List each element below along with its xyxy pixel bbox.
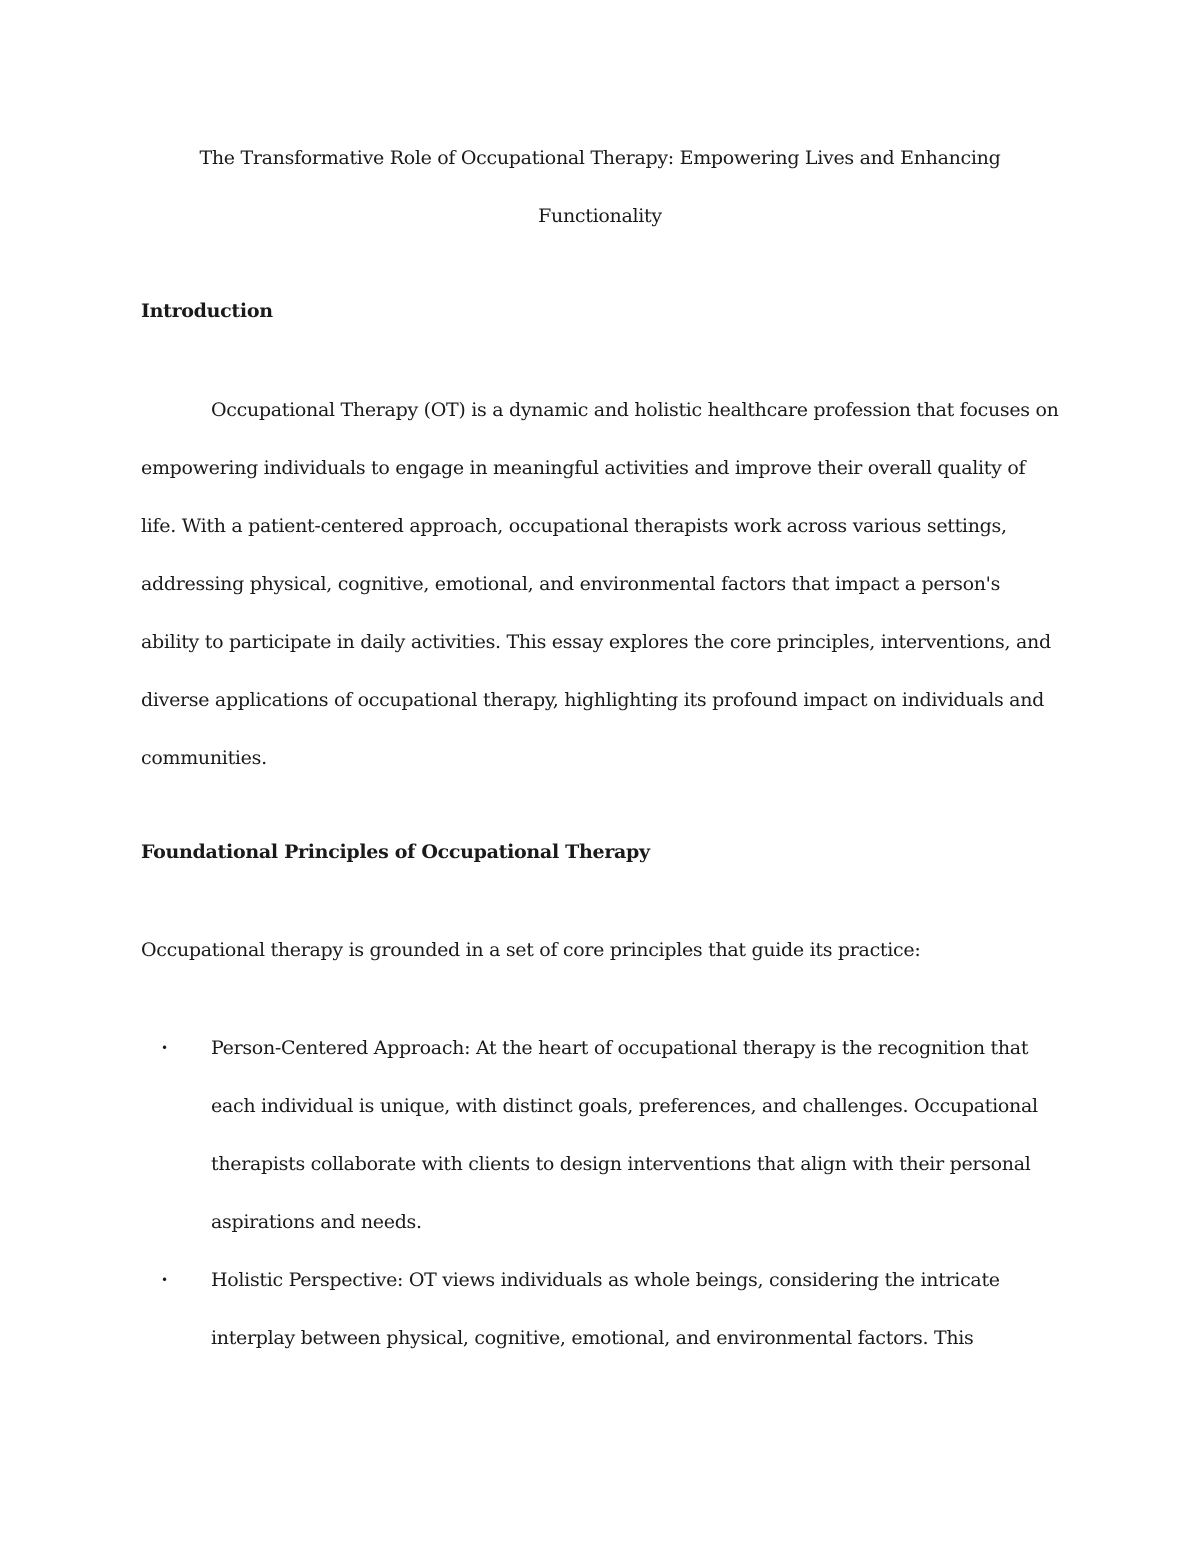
principles-intro-paragraph: Occupational therapy is grounded in a set of core principles that guide its practice: (141, 939, 921, 961)
document-title: The Transformative Role of Occupational Therapy: Empowering Lives and Enhancing Functionality (199, 147, 1001, 227)
principles-bullet-list (141, 1019, 1061, 1367)
section-heading-introduction: Introduction (141, 300, 273, 322)
list-item (141, 1019, 1041, 1251)
list-item (141, 1251, 1041, 1367)
bullet-text: Person-Centered Approach: At the heart of occupational therapy is the recognition that each individual is unique, with distinct goals, preferences, and challenges. Occupational therapists collaborate with clients to design interventions that align with their personal aspirations and needs. (211, 1037, 1038, 1233)
section-heading-foundational-principles: Foundational Principles of Occupational Therapy (141, 841, 650, 863)
introduction-paragraph: Occupational Therapy (OT) is a dynamic and holistic healthcare profession that focuses on empowering individuals to engage in meaningful activities and improve their overall quality of life. With a patient-centered approach, occupational therapists work across various settings, addressing physical, cognitive, emotional, and environmental factors that impact a person's ability to participate in daily activities. This essay explores the core principles, interventions, and diverse applications of occupational therapy, highlighting its profound impact on individuals and communities. (141, 399, 1059, 769)
bullet-icon: • (161, 1273, 168, 1287)
bullet-icon: • (161, 1041, 168, 1055)
bullet-text: Holistic Perspective: OT views individuals as whole beings, considering the intricate interplay between physical, cognitive, emotional, and environmental factors. This (211, 1269, 1000, 1349)
